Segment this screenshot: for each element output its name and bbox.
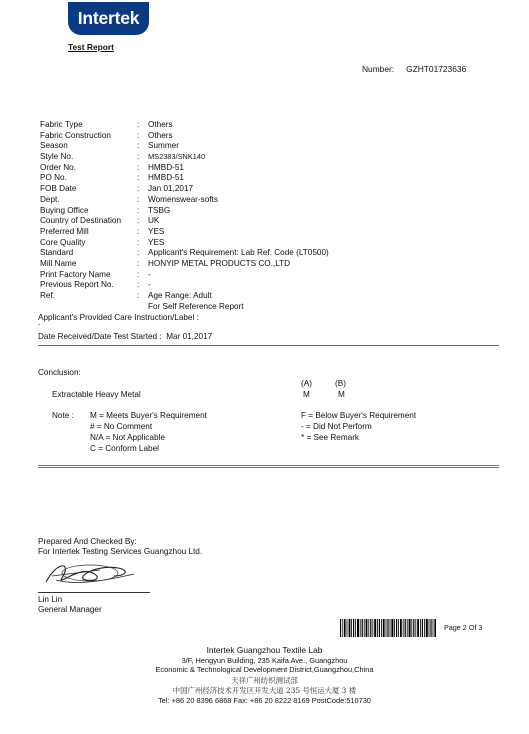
signer-title: General Manager [38, 605, 102, 614]
conclusion-item: Extractable Heavy Metal [52, 390, 141, 399]
field-value: Jan 01,2017 [148, 184, 194, 194]
field-value: For Self Reference Report [148, 301, 244, 311]
note-item: C = Conform Label [90, 444, 159, 453]
field-label: FOB Date [40, 184, 77, 194]
field-label: Buying Office [40, 205, 89, 215]
note-label: Note : [52, 411, 74, 420]
field-label: Mill Name [40, 258, 77, 268]
field-value: Womenswear-softs [148, 194, 218, 204]
logo-text: Intertek [77, 8, 140, 28]
note-item: # = No Comment [90, 422, 153, 431]
report-number-value: GZHT01723636 [406, 64, 467, 74]
field-value: - [148, 280, 151, 290]
date-received-value: Mar 01,2017 [166, 332, 213, 341]
field-value: MS2383/SNK140 [148, 152, 206, 162]
field-colon: : [137, 237, 140, 247]
field-colon: : [137, 120, 140, 129]
field-label: Dept. [40, 194, 60, 204]
field-label: PO No. [40, 173, 67, 183]
report-number [362, 64, 466, 74]
field-colon: : [137, 130, 140, 140]
signature-image [38, 556, 148, 592]
field-label: Order No. [40, 162, 76, 172]
field-colon: : [137, 216, 140, 226]
divider [38, 345, 499, 346]
field-value: Summer [148, 141, 179, 151]
field-colon: : [137, 152, 140, 162]
signer-name: Lin Lin [38, 595, 63, 604]
barcode-image [340, 619, 437, 637]
signature-line [38, 592, 150, 593]
field-colon: : [137, 280, 140, 290]
result-b: M [338, 390, 345, 399]
field-colon: : [137, 162, 140, 172]
field-value: UK [148, 216, 160, 226]
field-label: Previous Report No. [40, 280, 114, 290]
field-value: Others [148, 130, 173, 140]
field-colon: : [137, 226, 140, 236]
date-received [38, 332, 212, 341]
double-divider [38, 465, 499, 468]
field-label: Fabric Type [40, 120, 83, 129]
footer-chinese-line: 天祥广州纺织测试部 [231, 676, 298, 685]
field-value: - [148, 269, 151, 279]
footer-chinese-line: 中国广州经济技术开发区开发大道 235 号恒运大厦 3 楼 [172, 686, 357, 695]
field-value: HONYIP METAL PRODUCTS CO.,LTD [148, 258, 291, 268]
field-colon: : [137, 291, 140, 300]
field-label: Print Factory Name [40, 269, 111, 279]
note-item: F = Below Buyer's Requirement [301, 411, 417, 420]
field-value: Others [148, 120, 173, 129]
prepared-by-label: Prepared And Checked By: [38, 537, 137, 546]
field-label: Ref. [40, 291, 56, 300]
field-colon: : [137, 205, 140, 215]
field-colon: : [137, 173, 140, 183]
field-value: YES [148, 237, 165, 247]
care-instruction-label: Applicant's Provided Care Instruction/Label : [38, 313, 199, 322]
footer-address-line: 3/F, Hengyun Building, 235 Kaifa Ave., Guangzhou [181, 656, 348, 665]
column-a-header: (A) [301, 379, 312, 388]
result-a: M [303, 390, 310, 399]
field-colon: : [137, 184, 140, 194]
field-colon: : [137, 194, 140, 204]
field-colon: : [137, 141, 140, 151]
field-colon: : [137, 269, 140, 279]
field-label: Standard [40, 248, 74, 258]
field-label: Style No. [40, 152, 74, 162]
page-number: Page 2 Of 3 [444, 623, 483, 632]
conclusion-title: Conclusion: [38, 368, 81, 377]
note-item: - = Did Not Perform [301, 422, 372, 431]
footer-lab-name: Intertek Guangzhou Textile Lab [206, 645, 323, 655]
field-value: YES [148, 226, 165, 236]
field-value: Age Range: Adult [148, 291, 212, 300]
field-label: Core Quality [40, 237, 86, 247]
date-received-label: Date Received/Date Test Started : [38, 332, 162, 341]
field-value: HMBD-51 [148, 162, 184, 172]
care-instruction-value: - [38, 322, 40, 328]
field-label: Season [40, 141, 68, 151]
field-value: TSBG [148, 205, 171, 215]
footer-contact: Tel: +86 20 8396 6868 Fax: +86 20 8222 8169 PostCode:510730 [158, 696, 371, 705]
field-value: HMBD-51 [148, 173, 184, 183]
note-item: * = See Remark [301, 433, 360, 442]
note-item: N/A = Not Applicable [90, 433, 165, 442]
field-value: Applicant's Requirement: Lab Ref. Code (LT0500) [148, 248, 329, 258]
company-line: For Intertek Testing Services Guangzhou Ltd. [38, 547, 203, 556]
footer-address-line: Economic & Technological Development District,Guangzhou,China [155, 665, 374, 674]
report-title: Test Report [68, 42, 114, 52]
report-number-label: Number: [362, 64, 395, 74]
intertek-logo [68, 2, 149, 35]
field-colon: : [137, 258, 140, 268]
note-item: M = Meets Buyer's Requirement [90, 411, 207, 420]
field-colon: : [137, 248, 140, 258]
field-label: Preferred Mill [40, 226, 89, 236]
field-label: Fabric Construction [40, 130, 111, 140]
column-b-header: (B) [335, 379, 346, 388]
field-label: Country of Destination [40, 216, 122, 226]
